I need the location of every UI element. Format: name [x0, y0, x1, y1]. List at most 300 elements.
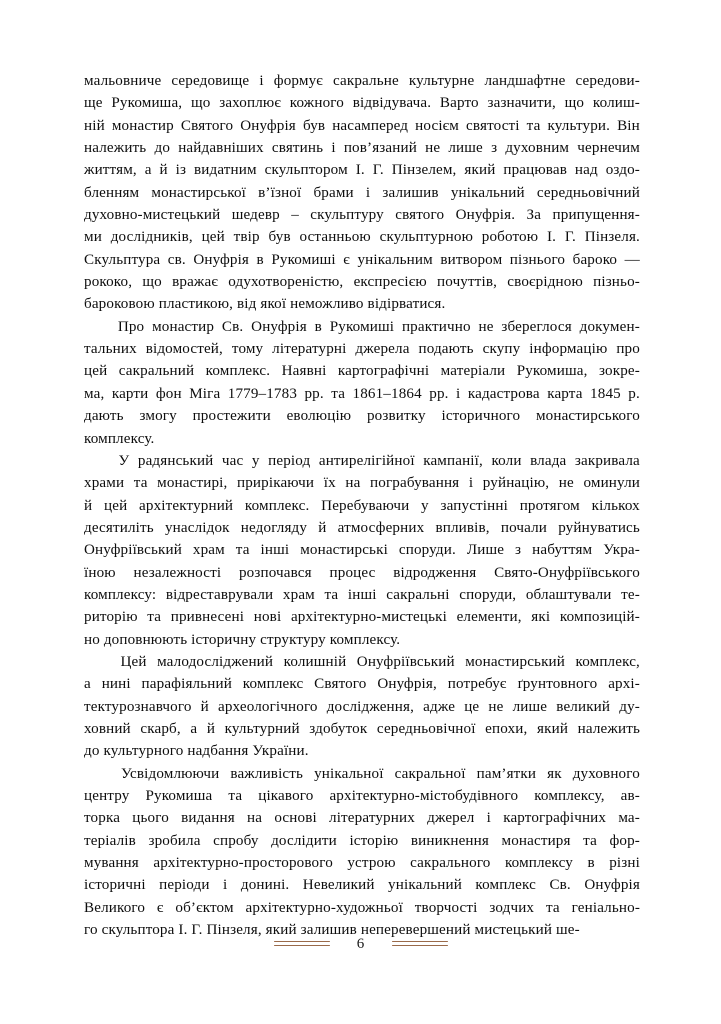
- text-line: [84, 562, 640, 584]
- word: Онуфрія: [240, 117, 296, 134]
- word: експресією: [353, 274, 427, 291]
- word: що: [190, 95, 211, 112]
- word: насамперед: [332, 117, 409, 134]
- word: і: [259, 73, 264, 89]
- word: споруди.: [398, 542, 456, 559]
- word: споруди,: [459, 586, 517, 603]
- word: антирелігійної: [318, 452, 415, 469]
- word: а: [144, 162, 152, 179]
- word: І.: [355, 162, 365, 179]
- text-line: [84, 673, 640, 695]
- word: руйнацію,: [482, 475, 550, 492]
- word: культурний: [224, 720, 300, 737]
- word: лише: [512, 698, 548, 715]
- word: Цей: [120, 653, 147, 670]
- word: пам’ятки: [476, 765, 537, 782]
- word: нові: [253, 609, 282, 626]
- word: ма,: [84, 385, 105, 402]
- text-line: [84, 115, 640, 137]
- text-line: [84, 495, 640, 517]
- word: св.: [167, 251, 186, 268]
- word: колишній: [283, 653, 347, 670]
- word: 1845: [590, 385, 621, 402]
- word: у: [251, 452, 260, 469]
- word: спробу: [213, 832, 259, 849]
- word: видання: [181, 810, 235, 827]
- word: цікавого: [258, 788, 314, 804]
- word: радянський: [137, 452, 214, 469]
- word: духовного: [572, 765, 640, 782]
- double-rule-ornament-left-icon: [274, 940, 330, 949]
- word: Міга: [189, 385, 221, 402]
- word: епохи,: [485, 720, 528, 737]
- word: є: [156, 899, 164, 916]
- word: інші: [260, 542, 290, 559]
- word: важливість: [230, 765, 304, 782]
- word: процес: [329, 564, 376, 581]
- word: був: [268, 229, 291, 246]
- word: малодосліджений: [157, 653, 274, 670]
- word: залишив: [382, 184, 439, 201]
- word: культурне: [408, 73, 475, 89]
- word: комплекс: [242, 676, 304, 693]
- paragraph: [84, 450, 640, 651]
- word: літературних: [329, 810, 415, 827]
- word: та: [583, 832, 597, 849]
- word: належить: [577, 720, 640, 737]
- paragraph: [84, 651, 640, 763]
- word: й: [200, 698, 209, 715]
- word: унікальний: [450, 184, 525, 201]
- word: сакральні: [386, 586, 450, 603]
- word: святого: [395, 207, 445, 224]
- word: періоди: [159, 877, 210, 894]
- word: основі: [274, 810, 317, 827]
- word: роботою: [481, 229, 539, 246]
- word: та: [545, 899, 560, 916]
- word: кадастрова: [467, 385, 540, 402]
- word: бленням: [84, 184, 140, 201]
- word: та: [235, 542, 250, 559]
- word: геніально-: [571, 899, 640, 916]
- word: останньою: [299, 229, 371, 246]
- first-line-indent: [84, 763, 110, 785]
- word: те-: [621, 586, 640, 603]
- word: облаштували: [525, 586, 612, 603]
- double-rule-ornament-right-icon: [392, 940, 448, 949]
- word: монастирський: [465, 653, 566, 670]
- word: донині.: [240, 877, 290, 894]
- word: в: [314, 318, 322, 335]
- text-line: [84, 718, 640, 740]
- text-line: [84, 807, 640, 829]
- word: і: [456, 385, 461, 402]
- word: Онуфрія: [251, 318, 307, 335]
- word: Невеликий: [302, 877, 375, 894]
- word: кожного: [289, 95, 344, 112]
- word: Святого: [180, 117, 234, 134]
- word: еволюцію: [286, 408, 352, 425]
- word: картографічні: [337, 363, 430, 380]
- text-line: [84, 226, 640, 248]
- word: над: [574, 162, 598, 179]
- word: їх: [323, 475, 336, 492]
- word: ховний: [84, 720, 131, 737]
- text-line: [84, 360, 640, 382]
- word: витвором: [440, 251, 503, 268]
- word: почали: [500, 519, 548, 536]
- text-line: [84, 182, 640, 204]
- word: карти: [111, 385, 149, 402]
- word: пізньо-: [593, 274, 640, 291]
- word: розвитку: [366, 408, 426, 425]
- word: 1779–1783: [227, 385, 298, 402]
- word: тальних: [84, 341, 137, 358]
- word: зробила: [148, 832, 201, 849]
- word: сакрального: [410, 855, 491, 872]
- text-line: [84, 517, 640, 539]
- word: Усвідомлюючи: [121, 765, 220, 782]
- word: як: [547, 765, 562, 782]
- word: сакральне: [332, 73, 399, 89]
- word: дослідників,: [110, 229, 193, 246]
- word: архітектурний: [139, 497, 234, 514]
- word: та: [147, 609, 162, 626]
- word: цього: [132, 810, 169, 827]
- text-line: [84, 472, 640, 494]
- word: парафіяльний: [141, 676, 232, 693]
- word: десятиліть: [84, 519, 154, 536]
- word: Св.: [549, 877, 571, 894]
- word: святості: [466, 117, 520, 134]
- word: шедевр: [231, 207, 280, 224]
- word: який: [537, 720, 569, 737]
- word: карта: [547, 385, 583, 402]
- word: відродження: [393, 564, 477, 581]
- word: унікальної: [314, 765, 384, 782]
- word: дають: [84, 408, 124, 425]
- text-line: [84, 450, 640, 472]
- word: середови-: [575, 73, 640, 89]
- word: святинь: [271, 140, 324, 157]
- word: монастиря: [501, 832, 571, 849]
- word: картографічних: [503, 810, 607, 827]
- word: тектурознавчого: [84, 698, 192, 715]
- word: захоплює: [219, 95, 281, 112]
- word: закривала: [574, 452, 640, 469]
- word: та: [331, 385, 346, 402]
- word: рр.: [304, 385, 324, 402]
- word: комплексу:: [84, 586, 157, 603]
- word: не: [425, 140, 441, 157]
- text-line: [84, 92, 640, 114]
- word: скульптурною: [379, 229, 473, 246]
- text-line: [84, 316, 640, 338]
- word: зазначити,: [487, 95, 556, 112]
- word: монастирські: [300, 542, 388, 559]
- text-line: [84, 70, 640, 92]
- word: подають: [418, 341, 474, 358]
- word: історичні: [84, 877, 146, 894]
- word: Рукомиші: [271, 251, 336, 268]
- word: дослідження,: [326, 698, 415, 715]
- word: найдавніших: [178, 140, 264, 157]
- word: пограбування: [370, 475, 460, 492]
- text-line: бароковою пластикою, від якої неможливо відірватися.: [84, 296, 446, 313]
- text-line: [84, 249, 640, 271]
- word: Наявні: [281, 363, 327, 380]
- word: Варто: [439, 95, 479, 112]
- word: недогляду: [240, 519, 308, 536]
- word: припущення-: [552, 207, 640, 224]
- word: Він: [617, 117, 640, 134]
- word: а: [84, 676, 91, 693]
- word: архітектурно-просторового: [153, 855, 333, 872]
- word: фор-: [609, 832, 640, 849]
- paragraph: [84, 70, 640, 316]
- word: носієм: [415, 117, 460, 134]
- word: відреставрували: [165, 586, 274, 603]
- word: які: [531, 609, 551, 626]
- word: інші: [347, 586, 377, 603]
- word: Онуфрія.: [455, 207, 516, 224]
- word: археологічного: [217, 698, 318, 715]
- word: скульптором: [264, 162, 348, 179]
- word: їною: [84, 564, 116, 581]
- page-footer: [0, 928, 721, 960]
- first-line-indent: [84, 651, 110, 673]
- word: середньовічної: [376, 720, 476, 737]
- word: та: [324, 586, 339, 603]
- word: духовним: [505, 140, 570, 157]
- word: пізнього: [509, 251, 566, 268]
- word: із: [175, 162, 187, 179]
- word: Онуфріївський: [356, 653, 455, 670]
- word: монастир: [111, 117, 174, 134]
- word: Рукомиша: [145, 788, 213, 804]
- word: культури.: [547, 117, 611, 134]
- text-line: комплексу.: [84, 430, 155, 447]
- word: працював: [503, 162, 567, 179]
- text-line: [84, 785, 640, 807]
- word: практично: [401, 318, 471, 335]
- page-text-body: [84, 70, 640, 941]
- word: архітектурно-мистецькі: [290, 609, 447, 626]
- word: належить: [84, 140, 147, 157]
- word: Рукомиші: [329, 318, 395, 335]
- word: ду-: [619, 698, 640, 715]
- word: є: [343, 251, 350, 268]
- word: Онуфрія,: [377, 676, 437, 693]
- word: Перебуваючи: [321, 497, 410, 514]
- word: Г.: [372, 162, 384, 179]
- word: —: [624, 251, 640, 268]
- word: руйнуватись: [558, 519, 640, 536]
- word: зокре-: [598, 363, 640, 380]
- word: Онуфріївський: [84, 542, 182, 559]
- text-line: [84, 159, 640, 181]
- word: та: [133, 475, 148, 492]
- word: монастирського: [535, 408, 640, 425]
- word: ма-: [618, 810, 640, 827]
- word: виникнення: [410, 832, 489, 849]
- word: оминули: [583, 475, 640, 492]
- word: та: [526, 117, 541, 134]
- word: 1861–1864: [352, 385, 422, 402]
- word: цей: [103, 497, 128, 514]
- word: унікальним: [357, 251, 433, 268]
- word: чернечим: [577, 140, 640, 157]
- word: відомостей,: [145, 341, 223, 358]
- word: бароко: [572, 251, 618, 268]
- word: потребує: [447, 676, 507, 693]
- text-line: [84, 897, 640, 919]
- word: був: [302, 117, 326, 134]
- text-line: [84, 852, 640, 874]
- word: на: [345, 475, 361, 492]
- text-line: [84, 405, 640, 427]
- page-number: 6: [356, 935, 365, 952]
- word: ми: [84, 229, 102, 246]
- word: нині: [101, 676, 131, 693]
- word: монастирської: [151, 184, 247, 201]
- text-line: [84, 584, 640, 606]
- word: і: [365, 184, 371, 201]
- word: вражає: [172, 274, 218, 291]
- word: й: [159, 162, 168, 179]
- word: кампанії,: [423, 452, 483, 469]
- word: теріалів: [84, 832, 136, 849]
- word: цей: [84, 363, 108, 380]
- word: брами: [313, 184, 354, 201]
- text-line: до культурного надбання України.: [84, 743, 309, 760]
- word: комплекс.: [244, 497, 310, 514]
- word: елементи,: [456, 609, 522, 626]
- word: архітектурно-художньої: [245, 899, 403, 916]
- word: храм: [192, 542, 225, 559]
- word: історичного: [441, 408, 521, 425]
- word: Великого: [84, 899, 146, 916]
- word: це: [464, 698, 480, 715]
- word: комплексу: [504, 855, 573, 872]
- word: середовище: [171, 73, 250, 89]
- word: запустінні: [440, 497, 508, 514]
- word: не: [478, 318, 494, 335]
- text-line: [84, 763, 640, 785]
- word: який: [464, 162, 496, 179]
- word: Онуфрія: [584, 877, 640, 894]
- word: докумен-: [579, 318, 640, 335]
- word: унікальний: [388, 877, 462, 894]
- text-line: [84, 696, 640, 718]
- word: життям,: [84, 162, 137, 179]
- word: та: [228, 788, 243, 804]
- word: колиш-: [592, 95, 640, 112]
- word: устрою: [347, 855, 396, 872]
- word: до: [154, 140, 171, 157]
- text-line: [84, 338, 640, 360]
- word: ґрунтовного: [517, 676, 598, 693]
- word: І.: [546, 229, 557, 246]
- word: простежити: [192, 408, 271, 425]
- word: лише: [448, 140, 483, 157]
- word: комплекс: [475, 877, 536, 894]
- word: скульптуру: [310, 207, 384, 224]
- word: Рукомиша,: [111, 95, 183, 112]
- word: і: [486, 810, 491, 827]
- word: храм: [282, 586, 315, 603]
- word: Лише: [466, 542, 505, 559]
- word: набуттям: [532, 542, 593, 559]
- word: адже: [423, 698, 456, 715]
- word: збереглося: [501, 318, 572, 335]
- word: й: [84, 497, 93, 514]
- word: не: [558, 475, 574, 492]
- word: і: [468, 475, 474, 492]
- word: здобуток: [309, 720, 368, 737]
- word: сакральної: [394, 765, 466, 782]
- word: кількох: [591, 497, 640, 514]
- word: мальовниче: [84, 73, 162, 89]
- text-line: [84, 606, 640, 628]
- word: почуттів,: [437, 274, 498, 291]
- word: оздо-: [605, 162, 640, 179]
- word: цей: [201, 229, 225, 246]
- text-line: но доповнюють історичну структуру комплексу.: [84, 631, 401, 648]
- word: духовно-мистецький: [84, 207, 221, 224]
- word: Рукомиша,: [516, 363, 588, 380]
- word: центру: [84, 788, 130, 804]
- word: видатним: [194, 162, 257, 179]
- word: твір: [233, 229, 260, 246]
- word: протягом: [519, 497, 580, 514]
- word: архітектурно-містобудівного: [329, 788, 519, 804]
- first-line-indent: [84, 316, 110, 338]
- word: що: [142, 274, 162, 291]
- word: атмосферних: [337, 519, 425, 536]
- word: об’єктом: [175, 899, 234, 916]
- word: мування: [84, 855, 139, 872]
- text-line: [84, 271, 640, 293]
- word: рр.: [429, 385, 449, 402]
- word: Пінзелем,: [391, 162, 457, 179]
- word: в’їзної: [258, 184, 302, 201]
- word: період: [268, 452, 311, 469]
- word: в: [587, 855, 595, 872]
- word: незалежності: [133, 564, 222, 581]
- text-line: [84, 651, 640, 673]
- word: У: [118, 452, 130, 469]
- word: ній: [84, 117, 105, 134]
- word: комплекс,: [575, 653, 640, 670]
- word: у: [421, 497, 429, 514]
- word: скарб,: [140, 720, 181, 737]
- word: великий: [556, 698, 611, 715]
- text-line: [84, 204, 640, 226]
- word: джерел: [427, 810, 475, 827]
- word: Скульптура: [84, 251, 161, 268]
- word: з: [491, 140, 498, 157]
- word: риторію: [84, 609, 138, 626]
- word: Святого: [314, 676, 367, 693]
- word: що: [564, 95, 585, 112]
- text-line: [84, 137, 640, 159]
- word: композицій-: [559, 609, 640, 626]
- word: комплексу,: [534, 788, 605, 804]
- word: впливів,: [435, 519, 490, 536]
- word: інформацію: [529, 341, 608, 358]
- word: тому: [231, 341, 264, 358]
